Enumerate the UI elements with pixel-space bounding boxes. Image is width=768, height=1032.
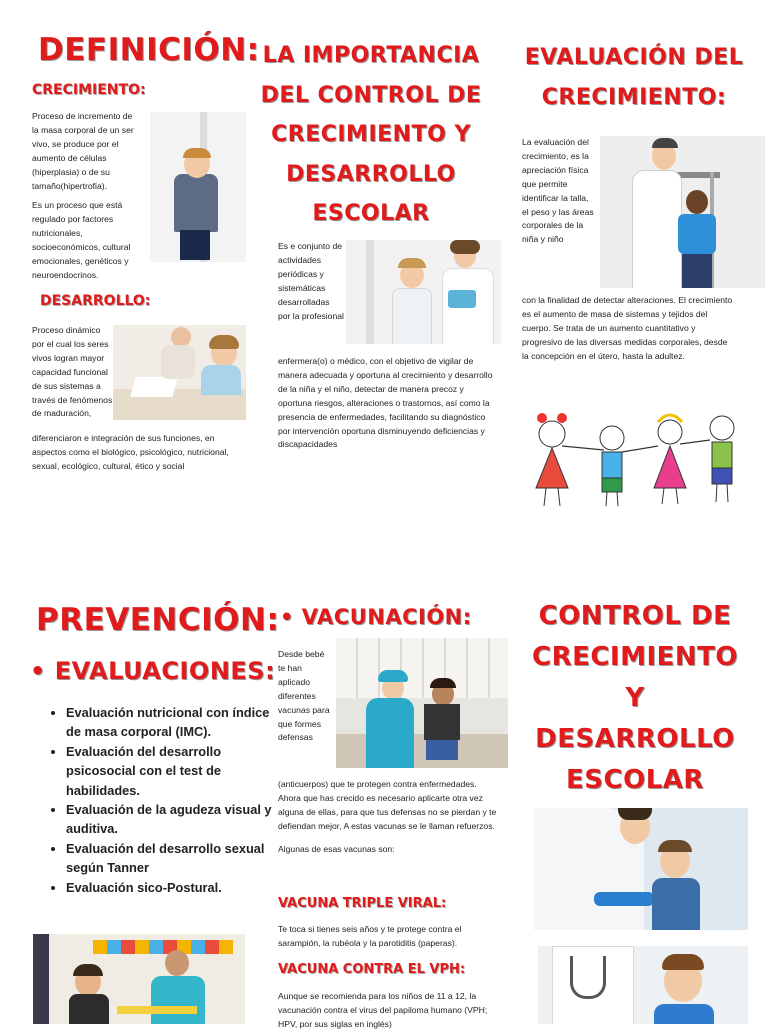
vacunacion-title: • VACUNACIÓN: bbox=[280, 605, 472, 629]
list-item: • Evaluación del desarrollo sexual según Tanner bbox=[66, 839, 272, 878]
evaluacion-title-line-1: EVALUACIÓN DEL bbox=[524, 45, 744, 70]
child-studying-photo bbox=[113, 325, 246, 420]
desarrollo-heading: DESARROLLO: bbox=[40, 293, 151, 309]
vacuna-vph-text: Aunque se recomienda para los niños de 11 a 12, la vacunación contra el virus del papiloma humano (VPH; HPV, por sus siglas en inglés) bbox=[278, 991, 488, 1029]
evaluaciones-subtitle: • EVALUACIONES: bbox=[30, 657, 276, 685]
prevencion-title: PREVENCIÓN: bbox=[36, 602, 280, 638]
doctor-boy-photo bbox=[346, 240, 501, 344]
doctor-measuring-photo bbox=[600, 136, 765, 288]
cover-title-line-3: Y bbox=[625, 683, 645, 713]
evaluaciones-list bbox=[36, 703, 272, 897]
cover-title-line-2: CRECIMIENTO bbox=[531, 642, 739, 672]
vacuna-vph-heading: VACUNA CONTRA EL VPH: bbox=[278, 962, 466, 977]
list-item: • Evaluación del desarrollo psicosocial con el test de habilidades. bbox=[66, 742, 272, 800]
desarrollo-text-narrow: Proceso dinámico por el cual los seres vivos logran mayor capacidad funcional de sus sistemas a través de fenómenos de maduración, bbox=[32, 325, 113, 419]
desarrollo-text-wide: diferenciaron e integración de sus funciones, en aspectos como el biológico, psicológico, nutricional, sexual, ecológico, cultural, ético y social bbox=[32, 433, 229, 471]
vacunacion-text-wide bbox=[278, 778, 498, 863]
cover-title bbox=[520, 596, 750, 801]
kids-drawing bbox=[522, 398, 750, 514]
importancia-text-narrow: Es e conjunto de actividades periódicas y sistemáticas desarrolladas por la profesional bbox=[278, 241, 344, 321]
importancia-title-line-4: DESARROLLO bbox=[286, 161, 456, 187]
crecimiento-text bbox=[32, 110, 140, 289]
doctor-exam-photo bbox=[534, 808, 748, 930]
classroom-photo bbox=[33, 934, 245, 1024]
vacunacion-text-narrow: Desde bebé te han aplicado diferentes vacunas para que formes defensas bbox=[278, 649, 330, 743]
doctor-smiling-boy-photo bbox=[538, 946, 748, 1024]
crecimiento-paragraph-2: Es un proceso que está regulado por factores nutricionales, socioeconómicos, cultural emocionales, genéticos y neuroendocrinos. bbox=[32, 200, 131, 280]
importancia-title-line-1: LA IMPORTANCIA bbox=[262, 43, 480, 68]
cover-title-line-5: ESCOLAR bbox=[566, 765, 704, 795]
evaluacion-text-narrow: La evaluación del crecimiento, es la apreciación física que permite identificar la talla, el peso y las áreas corporales de la niña y niño bbox=[522, 137, 594, 245]
cover-title-line-1: CONTROL DE bbox=[538, 601, 732, 631]
importancia-title-line-3: CRECIMIENTO Y bbox=[271, 122, 471, 147]
importancia-text-wide: enfermera(o) o médico, con el objetivo de vigilar de manera adecuada y oportuna al crecimiento y desarrollo de la niña y el niño, detectar de manera precoz y oportuna riesgos, alteraciones o trastornos, así como la presencia de enfermedades, facilitando su diagnóstico por intervención oportuna disminuyendo deficiencias y discapacidades bbox=[278, 356, 493, 450]
list-item: • Evaluación de la agudeza visual y auditiva. bbox=[66, 800, 272, 839]
evaluacion-title-line-2: CRECIMIENTO: bbox=[541, 84, 727, 110]
crecimiento-paragraph-1: Proceso de incremento de la masa corporal de un ser vivo, se produce por el aumento de células (hiperplasia) o de su tamaño(hipertrofia). bbox=[32, 111, 134, 191]
evaluacion-title bbox=[520, 38, 748, 117]
importancia-title bbox=[260, 36, 482, 234]
list-item: • Evaluación sico-Postural. bbox=[66, 878, 272, 897]
kid-figure-3 bbox=[654, 415, 686, 504]
vaccination-photo bbox=[336, 638, 508, 768]
crecimiento-heading: CRECIMIENTO: bbox=[32, 82, 146, 98]
importancia-title-line-5: ESCOLAR bbox=[312, 201, 430, 226]
vacunas-intro: Algunas de esas vacunas son: bbox=[278, 843, 395, 854]
definicion-title: DEFINICIÓN: bbox=[38, 32, 260, 68]
vacuna-triple-viral-text: Te toca si tienes seis años y te protege contra el sarampión, la rubéola y la parotiditis (paperas). bbox=[278, 924, 462, 948]
child-height-photo bbox=[150, 112, 246, 262]
kid-figure-4 bbox=[710, 416, 734, 502]
importancia-title-line-2: DEL CONTROL DE bbox=[260, 82, 482, 108]
evaluacion-text-wide: con la finalidad de detectar alteraciones. El crecimiento es el aumento de masa de sistemas y tejidos del cuerpo. Se trata de un aumento cuantitativo y progresivo de las diversas medidas corporales, desde la concepción en el útero, hasta la adultez. bbox=[522, 295, 733, 361]
cover-title-line-4: DESARROLLO bbox=[535, 724, 735, 754]
vacunacion-paragraph: (anticuerpos) que te protegen contra enfermedades. Ahora que has crecido es necesario aplicarte otra vez alguna de ellas, para que tus defensas no se pierdan y te defiendan mejor, A estas vacunas se le llaman refuerzos. bbox=[278, 779, 497, 831]
list-item: • Evaluación nutricional con índice de masa corporal (IMC). bbox=[66, 703, 272, 742]
vacuna-triple-viral-heading: VACUNA TRIPLE VIRAL: bbox=[278, 896, 447, 911]
kid-figure-1 bbox=[536, 413, 568, 506]
kid-figure-2 bbox=[600, 426, 624, 506]
